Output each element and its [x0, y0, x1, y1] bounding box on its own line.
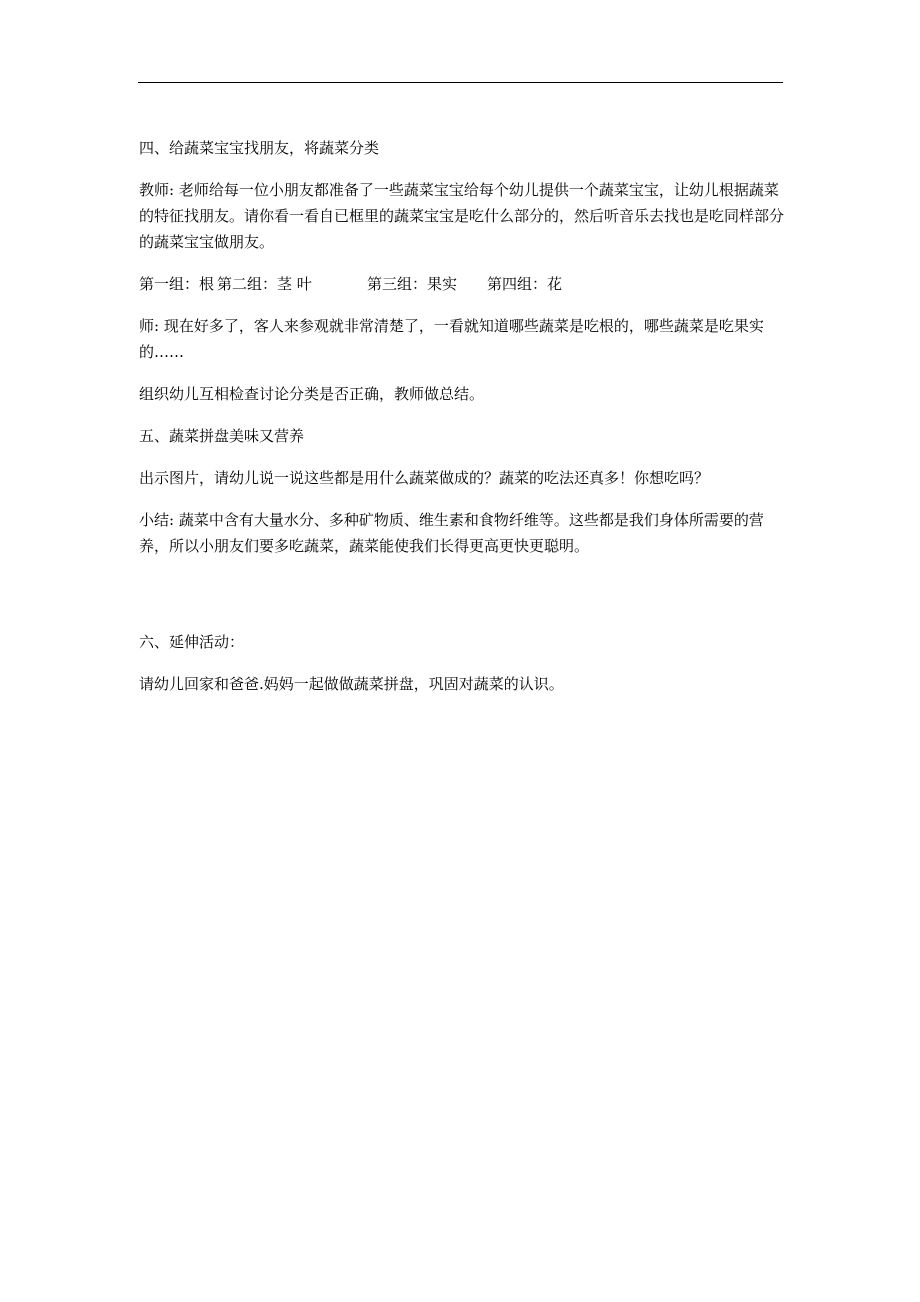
group-4: 第四组：花 [487, 275, 563, 293]
section-6-heading: 六、延伸活动： [139, 633, 245, 651]
header-rule [138, 82, 783, 83]
extension-paragraph: 请幼儿回家和爸爸.妈妈一起做做蔬菜拼盘，巩固对蔬菜的认识。 [139, 675, 564, 693]
group-list [139, 271, 784, 297]
section-4-heading: 四、给蔬菜宝宝找朋友，将蔬菜分类 [139, 139, 380, 157]
section-5-heading: 五、蔬菜拼盘美味又营养 [139, 427, 305, 445]
group-1: 第一组：根 [139, 275, 215, 293]
group-3: 第三组：果实 [367, 275, 458, 293]
teacher-paragraph: 教师: 老师给每一位小朋友都准备了一些蔬菜宝宝给每个幼儿提供一个蔬菜宝宝，让幼儿根据蔬菜的特征找朋友。请你看一看自已框里的蔬菜宝宝是吃什么部分的，然后听音乐去找也是吃同样部分的蔬菜宝宝做朋友。 [139, 181, 785, 251]
summary-paragraph: 小结: 蔬菜中含有大量水分、多种矿物质、维生素和食物纤维等。这些都是我们身体所需要的营养，所以小朋友们要多吃蔬菜，蔬菜能使我们长得更高更快更聪明。 [139, 511, 764, 555]
document-body [139, 135, 784, 697]
teacher-comment-paragraph: 师: 现在好多了，客人来参观就非常清楚了，一看就知道哪些蔬菜是吃根的，哪些蔬菜是吃果实的…… [139, 317, 764, 361]
group-2: 第二组：茎 叶 [217, 275, 312, 293]
organize-paragraph: 组织幼儿互相检查讨论分类是否正确，教师做总结。 [139, 385, 485, 403]
show-pictures-paragraph: 出示图片，请幼儿说一说这些都是用什么蔬菜做成的？蔬菜的吃法还真多！你想吃吗？ [139, 469, 710, 487]
